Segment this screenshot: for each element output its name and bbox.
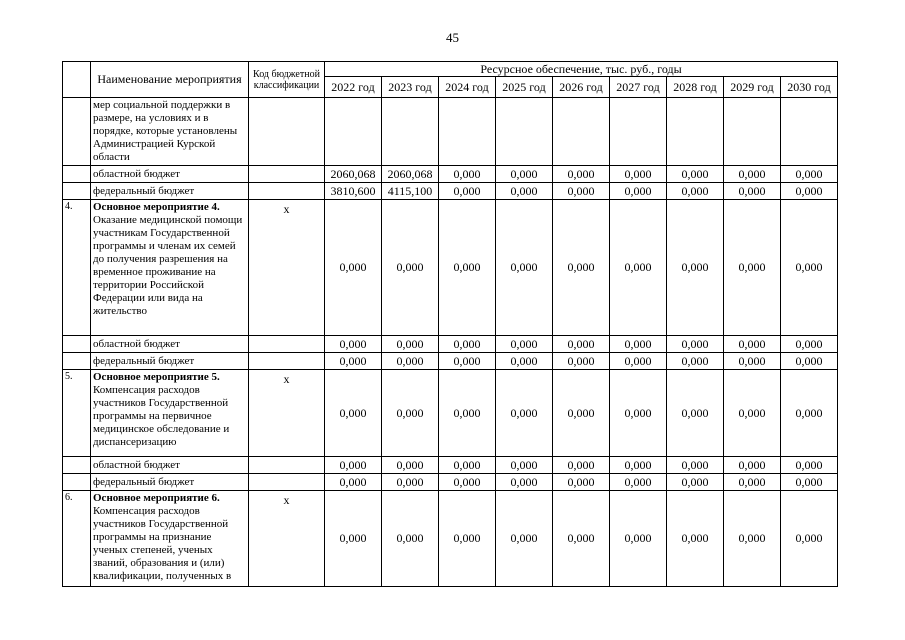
value-cell: 0,000 <box>724 183 781 200</box>
value-cell: 3810,600 <box>325 183 382 200</box>
row-index <box>63 457 91 474</box>
value-cell: 0,000 <box>610 336 667 353</box>
row-name-cell <box>91 183 249 200</box>
value-cell: 0,000 <box>439 200 496 336</box>
value-cell: 0,000 <box>781 200 838 336</box>
value-cell: 0,000 <box>667 370 724 457</box>
header-year: 2028 год <box>667 77 724 98</box>
value-cell: 0,000 <box>553 491 610 587</box>
row-name: мер социальной поддержки в размере, на условиях и в порядке, которые установлены Администрацией Курской области <box>93 99 238 163</box>
value-cell: 0,000 <box>781 336 838 353</box>
row-index <box>63 183 91 200</box>
value-cell: 4115,100 <box>382 183 439 200</box>
budget-code <box>249 474 325 491</box>
header-year: 2024 год <box>439 77 496 98</box>
value-cell: 0,000 <box>667 474 724 491</box>
value-cell <box>667 98 724 166</box>
row-index: 4. <box>63 200 91 336</box>
header-index-cell <box>63 62 91 98</box>
value-cell: 0,000 <box>553 474 610 491</box>
value-cell: 0,000 <box>382 353 439 370</box>
value-cell: 0,000 <box>382 491 439 587</box>
value-cell: 0,000 <box>496 353 553 370</box>
value-cell: 0,000 <box>667 491 724 587</box>
value-cell: 0,000 <box>496 491 553 587</box>
value-cell: 0,000 <box>439 353 496 370</box>
value-cell: 0,000 <box>724 353 781 370</box>
value-cell: 0,000 <box>610 370 667 457</box>
row-name-cell <box>91 370 249 457</box>
value-cell: 0,000 <box>781 474 838 491</box>
row-name-cell <box>91 336 249 353</box>
value-cell: 0,000 <box>553 457 610 474</box>
page-number: 45 <box>446 30 459 45</box>
value-cell: 0,000 <box>724 491 781 587</box>
row-index <box>63 474 91 491</box>
value-cell: 0,000 <box>781 370 838 457</box>
value-cell: 0,000 <box>439 166 496 183</box>
row-name-cell <box>91 200 249 336</box>
value-cell: 0,000 <box>553 336 610 353</box>
value-cell: 0,000 <box>325 370 382 457</box>
row-index <box>63 98 91 166</box>
header-resources: Ресурсное обеспечение, тыс. руб., годы <box>325 62 838 77</box>
header-year: 2023 год <box>382 77 439 98</box>
table-row <box>63 491 838 587</box>
row-index: 6. <box>63 491 91 587</box>
value-cell: 0,000 <box>325 474 382 491</box>
value-cell: 0,000 <box>781 491 838 587</box>
header-year: 2022 год <box>325 77 382 98</box>
table-row <box>63 98 838 166</box>
row-index <box>63 353 91 370</box>
value-cell: 0,000 <box>382 370 439 457</box>
table-body <box>63 98 838 587</box>
value-cell: 0,000 <box>724 166 781 183</box>
value-cell: 0,000 <box>553 183 610 200</box>
value-cell <box>439 98 496 166</box>
budget-code <box>249 183 325 200</box>
value-cell: 0,000 <box>325 457 382 474</box>
value-cell: 0,000 <box>667 457 724 474</box>
budget-code <box>249 457 325 474</box>
row-name: областной бюджет <box>93 167 180 180</box>
value-cell <box>325 98 382 166</box>
value-cell: 0,000 <box>724 200 781 336</box>
value-cell: 0,000 <box>496 166 553 183</box>
row-index <box>63 166 91 183</box>
budget-code <box>249 336 325 353</box>
row-index: 5. <box>63 370 91 457</box>
value-cell: 0,000 <box>781 183 838 200</box>
value-cell: 0,000 <box>610 183 667 200</box>
value-cell: 0,000 <box>496 370 553 457</box>
value-cell: 0,000 <box>724 336 781 353</box>
value-cell: 0,000 <box>553 353 610 370</box>
row-name-cell <box>91 491 249 587</box>
value-cell: 0,000 <box>325 353 382 370</box>
row-name: Компенсация расходов участников Государственной программы на первичное медицинское обследование и диспансеризацию <box>93 384 230 448</box>
row-name: федеральный бюджет <box>93 184 195 197</box>
value-cell: 0,000 <box>325 336 382 353</box>
value-cell: 0,000 <box>382 457 439 474</box>
header-year: 2030 год <box>781 77 838 98</box>
value-cell: 0,000 <box>553 200 610 336</box>
value-cell <box>382 98 439 166</box>
budget-code <box>249 166 325 183</box>
value-cell: 0,000 <box>667 166 724 183</box>
value-cell: 0,000 <box>553 370 610 457</box>
table-row <box>63 200 838 336</box>
row-name: Компенсация расходов участников Государственной программы на признание ученых степеней, ученых званий, образования и (или) квалификации, полученных в <box>93 505 232 582</box>
table-row <box>63 336 838 353</box>
table-row <box>63 457 838 474</box>
value-cell: 0,000 <box>439 457 496 474</box>
value-cell: 0,000 <box>382 474 439 491</box>
value-cell: 0,000 <box>496 474 553 491</box>
row-name-cell <box>91 353 249 370</box>
value-cell: 2060,068 <box>382 166 439 183</box>
row-name: федеральный бюджет <box>93 354 195 367</box>
value-cell: 0,000 <box>781 457 838 474</box>
value-cell: 0,000 <box>781 353 838 370</box>
table-row <box>63 166 838 183</box>
value-cell: 0,000 <box>610 491 667 587</box>
table-row <box>63 474 838 491</box>
header-year: 2029 год <box>724 77 781 98</box>
value-cell: 0,000 <box>667 183 724 200</box>
value-cell: 0,000 <box>496 336 553 353</box>
row-name-cell <box>91 474 249 491</box>
value-cell <box>781 98 838 166</box>
value-cell: 0,000 <box>610 474 667 491</box>
value-cell: 0,000 <box>382 200 439 336</box>
row-name: областной бюджет <box>93 337 180 350</box>
row-name-cell <box>91 166 249 183</box>
header-name: Наименование мероприятия <box>91 62 249 98</box>
row-name-cell <box>91 98 249 166</box>
budget-code <box>249 353 325 370</box>
value-cell: 0,000 <box>439 183 496 200</box>
value-cell: 0,000 <box>496 183 553 200</box>
value-cell <box>496 98 553 166</box>
header-year: 2027 год <box>610 77 667 98</box>
row-name: областной бюджет <box>93 458 180 471</box>
table-row <box>63 353 838 370</box>
value-cell: 0,000 <box>439 370 496 457</box>
activity-title: Основное мероприятие 6. <box>93 492 220 504</box>
header-year: 2026 год <box>553 77 610 98</box>
budget-code: x <box>249 200 325 336</box>
value-cell: 0,000 <box>439 474 496 491</box>
row-name: федеральный бюджет <box>93 475 195 488</box>
value-cell: 0,000 <box>610 353 667 370</box>
value-cell: 0,000 <box>724 457 781 474</box>
value-cell <box>724 98 781 166</box>
value-cell: 0,000 <box>496 457 553 474</box>
value-cell: 0,000 <box>496 200 553 336</box>
value-cell: 0,000 <box>325 200 382 336</box>
table-header <box>63 62 838 98</box>
header-code: Код бюджетной классификации <box>249 62 325 98</box>
value-cell: 0,000 <box>724 474 781 491</box>
row-index <box>63 336 91 353</box>
value-cell: 0,000 <box>610 166 667 183</box>
value-cell: 0,000 <box>382 336 439 353</box>
value-cell <box>610 98 667 166</box>
table-row <box>63 370 838 457</box>
budget-code <box>249 98 325 166</box>
value-cell: 0,000 <box>439 491 496 587</box>
resource-table <box>62 61 838 587</box>
value-cell: 0,000 <box>724 370 781 457</box>
activity-title: Основное мероприятие 4. <box>93 201 220 213</box>
value-cell: 2060,068 <box>325 166 382 183</box>
table-row <box>63 183 838 200</box>
value-cell: 0,000 <box>667 336 724 353</box>
header-year: 2025 год <box>496 77 553 98</box>
row-name-cell <box>91 457 249 474</box>
budget-code: x <box>249 370 325 457</box>
budget-code: x <box>249 491 325 587</box>
value-cell: 0,000 <box>439 336 496 353</box>
value-cell: 0,000 <box>667 353 724 370</box>
row-name: Оказание медицинской помощи участникам Государственной программы и членам их семей до получения разрешения на временное проживание на территории Российской Федерации или вида на жительство <box>93 214 243 317</box>
value-cell: 0,000 <box>610 457 667 474</box>
activity-title: Основное мероприятие 5. <box>93 371 220 383</box>
value-cell: 0,000 <box>781 166 838 183</box>
value-cell <box>553 98 610 166</box>
value-cell: 0,000 <box>610 200 667 336</box>
value-cell: 0,000 <box>667 200 724 336</box>
value-cell: 0,000 <box>553 166 610 183</box>
value-cell: 0,000 <box>325 491 382 587</box>
